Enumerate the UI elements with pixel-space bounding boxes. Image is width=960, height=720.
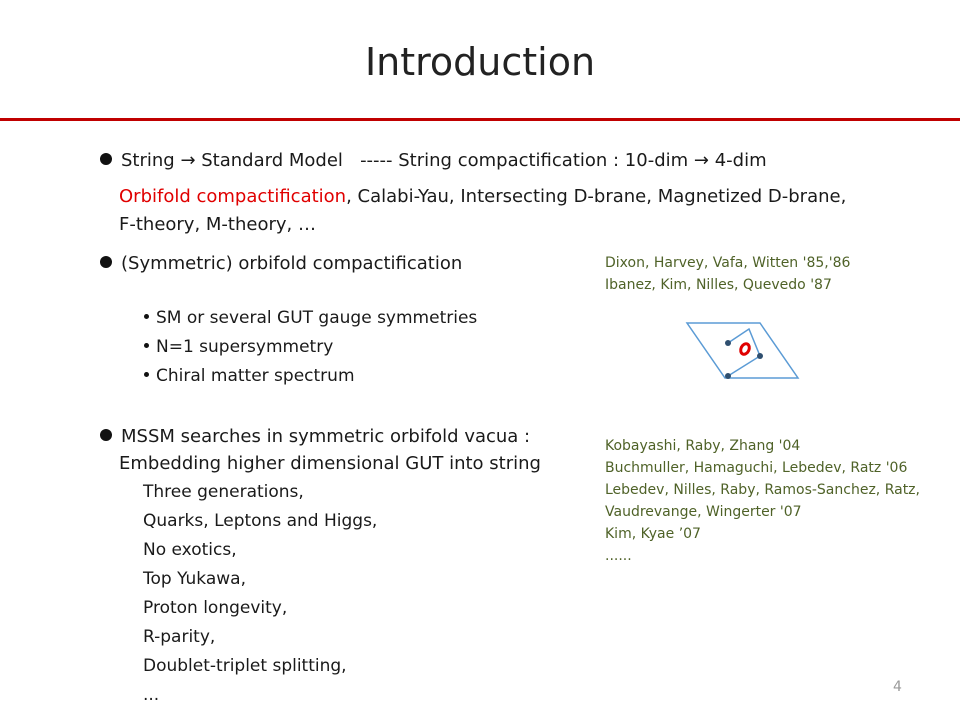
list-item: Three generations, xyxy=(143,482,304,502)
parallelogram-shape xyxy=(687,323,798,378)
references-orbifold xyxy=(605,252,850,296)
bullet-symmetric-orbifold xyxy=(100,253,462,274)
reference-line: Kim, Kyae ’07 xyxy=(605,526,701,542)
page-number: 4 xyxy=(893,679,902,695)
list-item-text: SM or several GUT gauge symmetries xyxy=(156,308,478,328)
list-item: Top Yukawa, xyxy=(143,569,246,589)
list-item xyxy=(144,337,333,357)
bullet-dot-icon xyxy=(100,429,112,441)
fixed-point xyxy=(757,353,763,359)
title-divider xyxy=(0,118,960,121)
fundamental-region-line xyxy=(728,329,760,376)
list-item xyxy=(144,308,477,328)
requirements-list xyxy=(143,478,377,710)
list-item: R-parity, xyxy=(143,627,216,647)
compactification-types-line1 xyxy=(119,186,846,207)
reference-line: Ibanez, Kim, Nilles, Quevedo '87 xyxy=(605,277,832,293)
list-item: No exotics, xyxy=(143,540,237,560)
list-item xyxy=(144,366,355,386)
compactification-types-rest: , Calabi-Yau, Intersecting D-brane, Magnetized D-brane, xyxy=(346,186,847,207)
compactification-types-line2: F-theory, M-theory, … xyxy=(119,214,316,235)
bullet-string-sm xyxy=(100,150,767,171)
fixed-point xyxy=(725,373,731,379)
embedding-gut-line: Embedding higher dimensional GUT into string xyxy=(119,453,541,474)
bullet-dot-icon xyxy=(100,153,112,165)
orbifold-diagram xyxy=(680,318,810,388)
orbifold-highlight: Orbifold compactification xyxy=(119,186,347,207)
list-item: Proton longevity, xyxy=(143,598,288,618)
slide-title: Introduction xyxy=(364,40,596,84)
small-bullet-icon xyxy=(144,343,149,348)
list-item: Quarks, Leptons and Higgs, xyxy=(143,511,378,531)
small-bullet-icon xyxy=(144,372,149,377)
bullet-mssm-searches xyxy=(100,426,530,447)
list-item-text: Chiral matter spectrum xyxy=(156,366,355,386)
bullet-symmetric-orbifold-text: (Symmetric) orbifold compactification xyxy=(121,253,463,274)
fixed-point xyxy=(725,340,731,346)
orbifold-mark-icon xyxy=(739,342,751,355)
list-item-text: N=1 supersymmetry xyxy=(156,337,334,357)
list-item: ... xyxy=(143,685,160,705)
reference-line: Kobayashi, Raby, Zhang '04 xyxy=(605,438,801,454)
bullet-dot-icon xyxy=(100,256,112,268)
reference-line: Dixon, Harvey, Vafa, Witten '85,'86 xyxy=(605,255,851,271)
small-bullet-icon xyxy=(144,314,149,319)
references-mssm xyxy=(605,435,920,567)
list-item: Doublet-triplet splitting, xyxy=(143,656,347,676)
reference-line: Lebedev, Nilles, Raby, Ramos-Sanchez, Ratz, xyxy=(605,482,920,498)
bullet-string-sm-text: String → Standard Model ----- String compactification : 10-dim → 4-dim xyxy=(121,150,767,171)
reference-line: ...... xyxy=(605,548,632,564)
reference-line: Vaudrevange, Wingerter '07 xyxy=(605,504,802,520)
bullet-mssm-searches-text: MSSM searches in symmetric orbifold vacua : xyxy=(121,426,531,447)
reference-line: Buchmuller, Hamaguchi, Lebedev, Ratz '06 xyxy=(605,460,908,476)
